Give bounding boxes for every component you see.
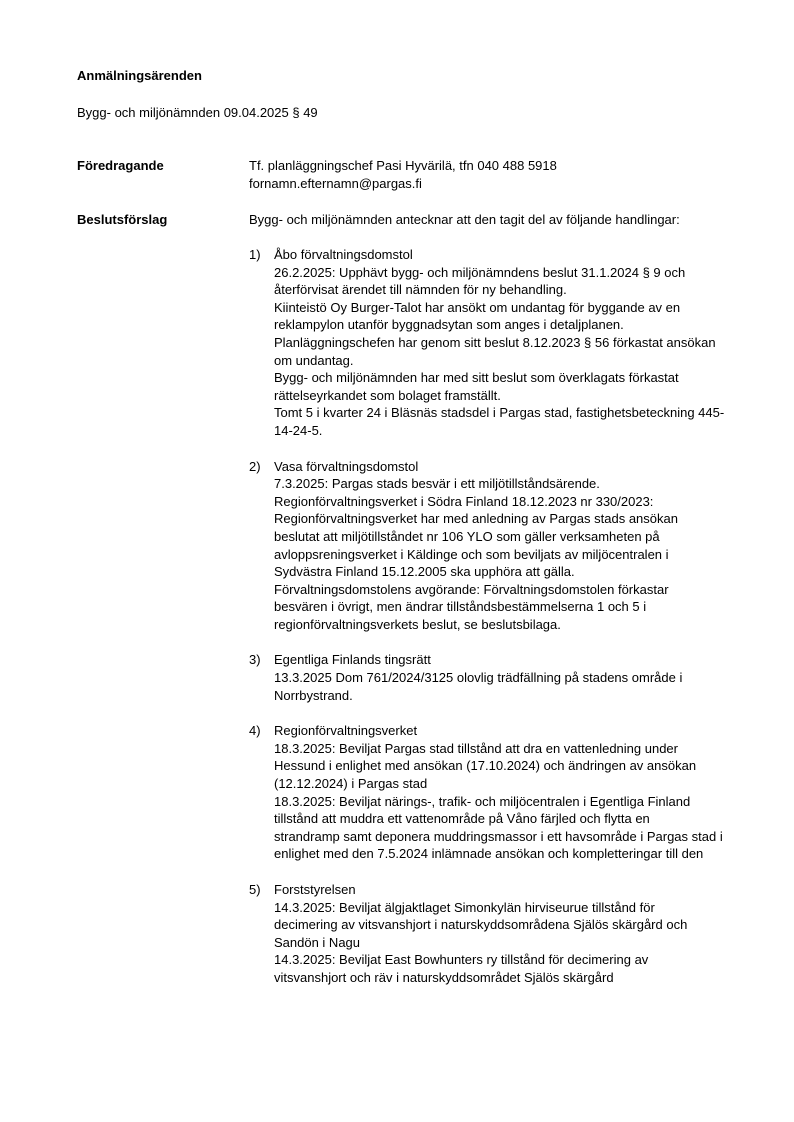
list-item-line: Förvaltningsdomstolens avgörande: Förvaltningsdomstolen förkastar — [274, 581, 669, 597]
list-item-line: 14.3.2025: Beviljat East Bowhunters ry tillstånd för decimering av — [274, 952, 649, 968]
presenter-email: fornamn.efternamn@pargas.fi — [249, 175, 422, 191]
foredragande-details — [249, 157, 739, 192]
list-item-authority: Regionförvaltningsverket — [274, 723, 418, 739]
list-item-line: beslutat att miljötillståndet nr 106 YLO som gäller verksamheten på — [274, 528, 660, 544]
list-item-line: om undantag. — [274, 352, 354, 368]
list-item-line: regionförvaltningsverkets beslut, se beslutsbilaga. — [274, 616, 561, 632]
list-item-line: 18.3.2025: Beviljat närings-, trafik- och miljöcentralen i Egentliga Finland — [274, 793, 691, 809]
list-item-authority: Egentliga Finlands tingsrätt — [274, 652, 431, 668]
list-item-authority: Vasa förvaltningsdomstol — [274, 458, 419, 474]
list-item-number: 2) — [249, 458, 261, 474]
list-item-number: 1) — [249, 247, 261, 262]
list-item — [249, 246, 749, 440]
list-item-line: Norrbystrand. — [274, 687, 353, 703]
list-item-text — [274, 458, 749, 634]
list-item — [249, 722, 749, 863]
list-item-authority: Forststyrelsen — [274, 882, 356, 897]
list-item-line: Kiinteistö Oy Burger-Talot har ansökt om undantag för byggande av en — [274, 299, 681, 315]
list-item-line: Sydvästra Finland 15.12.2005 ska upphöra att gälla. — [274, 564, 575, 580]
list-item-line: Sandön i Nagu — [274, 934, 361, 950]
list-item-line: Regionförvaltningsverket har med anledning av Pargas stads ansökan — [274, 511, 678, 527]
list-item-text — [274, 651, 749, 704]
list-item-line: decimering av vitsvanshjort i naturskyddsområdena Själös skärgård och — [274, 917, 688, 933]
list-item — [249, 881, 749, 987]
list-item-text — [274, 722, 749, 863]
list-item-line: strandramp samt deponera muddringsmassor i ett havsområde i Pargas stad i — [274, 828, 723, 844]
list-item-line: vitsvanshjort och räv i naturskyddsområdet Själös skärgård — [274, 969, 614, 985]
list-item-number: 4) — [249, 723, 261, 739]
list-item-line: Bygg- och miljönämnden har med sitt beslut som överklagats förkastat — [274, 370, 679, 386]
list-item-line: besvären i övrigt, men ändrar tillståndsbestämmelserna 1 och 5 i — [274, 599, 647, 615]
list-item-line: Hessund i enlighet med ansökan (17.10.2024) och ändringen av ansökan — [274, 758, 697, 774]
list-item-line: Regionförvaltningsverket i Södra Finland 18.12.2023 nr 330/2023: — [274, 493, 654, 509]
foredragande-label: Föredragande — [77, 158, 164, 173]
list-item-line: 14.3.2025: Beviljat älgjaktlaget Simonkylän hirviseurue tillstånd för — [274, 899, 655, 915]
document-list — [249, 246, 749, 1005]
list-item-number: 3) — [249, 652, 261, 668]
list-item-line: 14-24-5. — [274, 422, 323, 438]
list-item-line: återförvisat ärendet till nämnden för ny behandling. — [274, 282, 567, 298]
beslutsforslag-intro: Bygg- och miljönämnden antecknar att den tagit del av följande handlingar: — [249, 212, 680, 227]
list-item-line: tillstånd att muddra ett vattenområde på Våno färjled och flytta en — [274, 811, 650, 827]
list-item-line: (12.12.2024) i Pargas stad — [274, 776, 428, 792]
list-item-line: avloppsreningsverket i Käldinge och som beviljats av miljöcentralen i — [274, 546, 669, 562]
list-item — [249, 458, 749, 634]
list-item-line: enlighet med den 7.5.2024 inlämnade ansökan och kompletteringar till den — [274, 846, 704, 862]
list-item-number: 5) — [249, 882, 261, 897]
list-item-line: Planläggningschefen har genom sitt beslut 8.12.2023 § 56 förkastat ansökan — [274, 334, 716, 350]
list-item-line: 7.3.2025: Pargas stads besvär i ett miljötillståndsärende. — [274, 476, 600, 492]
list-item-line: 26.2.2025: Upphävt bygg- och miljönämndens beslut 31.1.2024 § 9 och — [274, 264, 686, 280]
list-item-text — [274, 881, 749, 987]
list-item-authority: Åbo förvaltningsdomstol — [274, 247, 413, 262]
meeting-reference: Bygg- och miljönämnden 09.04.2025 § 49 — [77, 105, 318, 120]
list-item-line: reklampylon utanför byggnadsytan som anges i detaljplanen. — [274, 317, 624, 333]
presenter-name-phone: Tf. planläggningschef Pasi Hyvärilä, tfn 040 488 5918 — [249, 158, 557, 173]
list-item-line: 18.3.2025: Beviljat Pargas stad tillstånd att dra en vattenledning under — [274, 740, 678, 756]
beslutsforslag-label: Beslutsförslag — [77, 212, 168, 227]
document-heading: Anmälningsärenden — [77, 68, 202, 83]
list-item-line: 13.3.2025 Dom 761/2024/3125 olovlig trädfällning på stadens område i — [274, 670, 683, 686]
list-item-text — [274, 246, 749, 440]
list-item-line: Tomt 5 i kvarter 24 i Bläsnäs stadsdel i Pargas stad, fastighetsbeteckning 445- — [274, 405, 725, 421]
list-item-line: rättelseyrkandet som bolaget framställt. — [274, 387, 501, 403]
list-item — [249, 651, 749, 704]
